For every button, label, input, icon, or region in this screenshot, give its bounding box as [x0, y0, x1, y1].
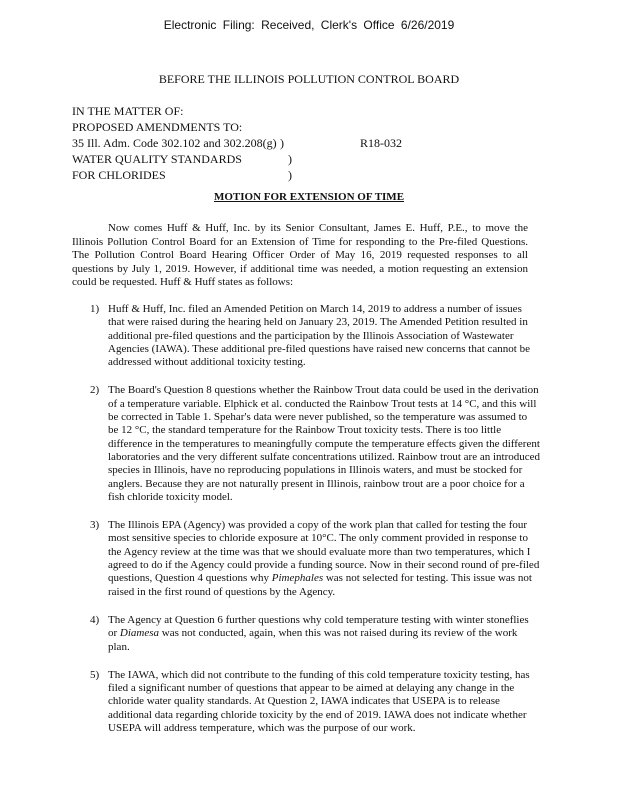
- list-item-number: 3): [90, 519, 100, 532]
- numbered-list: [90, 303, 540, 748]
- caption-code: 35 Ill. Adm. Code 302.102 and 302.208(g): [72, 136, 277, 150]
- list-item-text-pre: The Illinois EPA (Agency) was provided a copy of the work plan that called for testing the four most sensitive species to chloride exposure at 10°C. The only comment provided in response to the Agency review at the time was that we should evaluate more than two temperatures, which I agreed to do if the Agency could provide a funding source. Now in their second round of pre-filed questions, Question 4 questions why: [108, 519, 540, 585]
- caption-chlorides: FOR CHLORIDES: [72, 168, 166, 182]
- caption-row-proposed: [72, 119, 552, 135]
- list-item-number: 1): [90, 303, 100, 315]
- list-item: [90, 669, 540, 735]
- list-item-text: The Board's Question 8 questions whether the Rainbow Trout data could be used in the derivation of a temperature variable. Elphick et al. conducted the Rainbow Trout tests at 14 °C, and this will be corrected in Table 1. Spehar's data were never published, so the temperature was assumed to be 12 °C, the standard temperature for the Rainbow Trout toxicity tests. There is too little difference in the temperatures to meaningfully compute the temperature effects given the different laboratories and the very different sulfate concentrations utilized. Rainbow trout are an introduced species in Illinois, have no reproducing populations in Illinois waters, and must be stocked for anglers. Because they are not naturally present in Illinois, rainbow trout are a poor choice for a fish chloride toxicity model.: [108, 384, 541, 503]
- caption-paren: ): [288, 168, 292, 182]
- caption-proposed: PROPOSED AMENDMENTS TO:: [72, 120, 243, 134]
- list-item-text: Huff & Huff, Inc. filed an Amended Petition on March 14, 2019 to address a number of issues that were raised during the hearing held on January 23, 2019. The Amended Petition resulted in additional pre-filed questions and the participation by the Illinois Association of Wastewater Agencies (IAWA). These additional pre-filed questions have raised new concerns that cannot be addressed without additional toxicity testing.: [108, 303, 530, 369]
- list-item-number: 4): [90, 613, 100, 626]
- list-item-text-post: was not selected for testing. This issue was not raised in the first round of questions by the Agency.: [108, 572, 532, 598]
- board-title: BEFORE THE ILLINOIS POLLUTION CONTROL BOARD: [158, 72, 460, 86]
- caption-row-chlorides: [72, 167, 552, 183]
- list-item-text: [108, 614, 540, 654]
- list-item-number: 5): [90, 668, 100, 681]
- list-item-text: [108, 519, 540, 599]
- list-item: [90, 614, 540, 654]
- caption-row-water: [72, 151, 552, 167]
- caption-water: WATER QUALITY STANDARDS: [72, 152, 242, 166]
- list-item: [90, 384, 540, 504]
- list-item-text-pre: The Agency at Question 6 further questions why cold temperature testing with winter stoneflies or: [108, 613, 529, 640]
- intro-paragraph: Now comes Huff & Huff, Inc. by its Senior Consultant, James E. Huff, P.E., to move the Illinois Pollution Control Board for an Extension of Time for responding to the Pre-filed Questions. The Pollution Control Board Hearing Officer Order of May 16, 2019 requested responses to all questions by July 1, 2019. However, if additional time was needed, a motion requesting an extension could be requested. Huff & Huff states as follows:: [72, 222, 528, 288]
- case-number: R18-032: [360, 136, 402, 150]
- filing-header: Electronic Filing: Received, Clerk's Office 6/26/2019: [163, 18, 455, 32]
- list-item-text-post: was not conducted, again, when this was not raised during its review of the work plan.: [108, 627, 518, 653]
- caption-paren: ): [280, 136, 284, 150]
- case-caption: [72, 103, 552, 183]
- list-item-text: The IAWA, which did not contribute to the funding of this cold temperature toxicity testing, has filed a significant number of questions that appear to be aimed at delaying any change in the chloride water quality standards. At Question 2, IAWA indicates that USEPA is to release additional data regarding chloride toxicity by the end of 2019. IAWA does not indicate whether USEPA will address temperature, which was the purpose of our work.: [108, 668, 530, 735]
- caption-row-code: [72, 135, 552, 151]
- list-item-number: 2): [90, 384, 100, 397]
- caption-row-matter: [72, 103, 552, 119]
- species-name: Diamesa: [119, 627, 160, 640]
- list-item: [90, 303, 540, 369]
- species-name: Pimephales: [271, 572, 324, 585]
- motion-title: MOTION FOR EXTENSION OF TIME: [213, 191, 405, 203]
- caption-matter: IN THE MATTER OF:: [72, 104, 184, 118]
- list-item: [90, 519, 540, 599]
- caption-paren: ): [288, 152, 292, 166]
